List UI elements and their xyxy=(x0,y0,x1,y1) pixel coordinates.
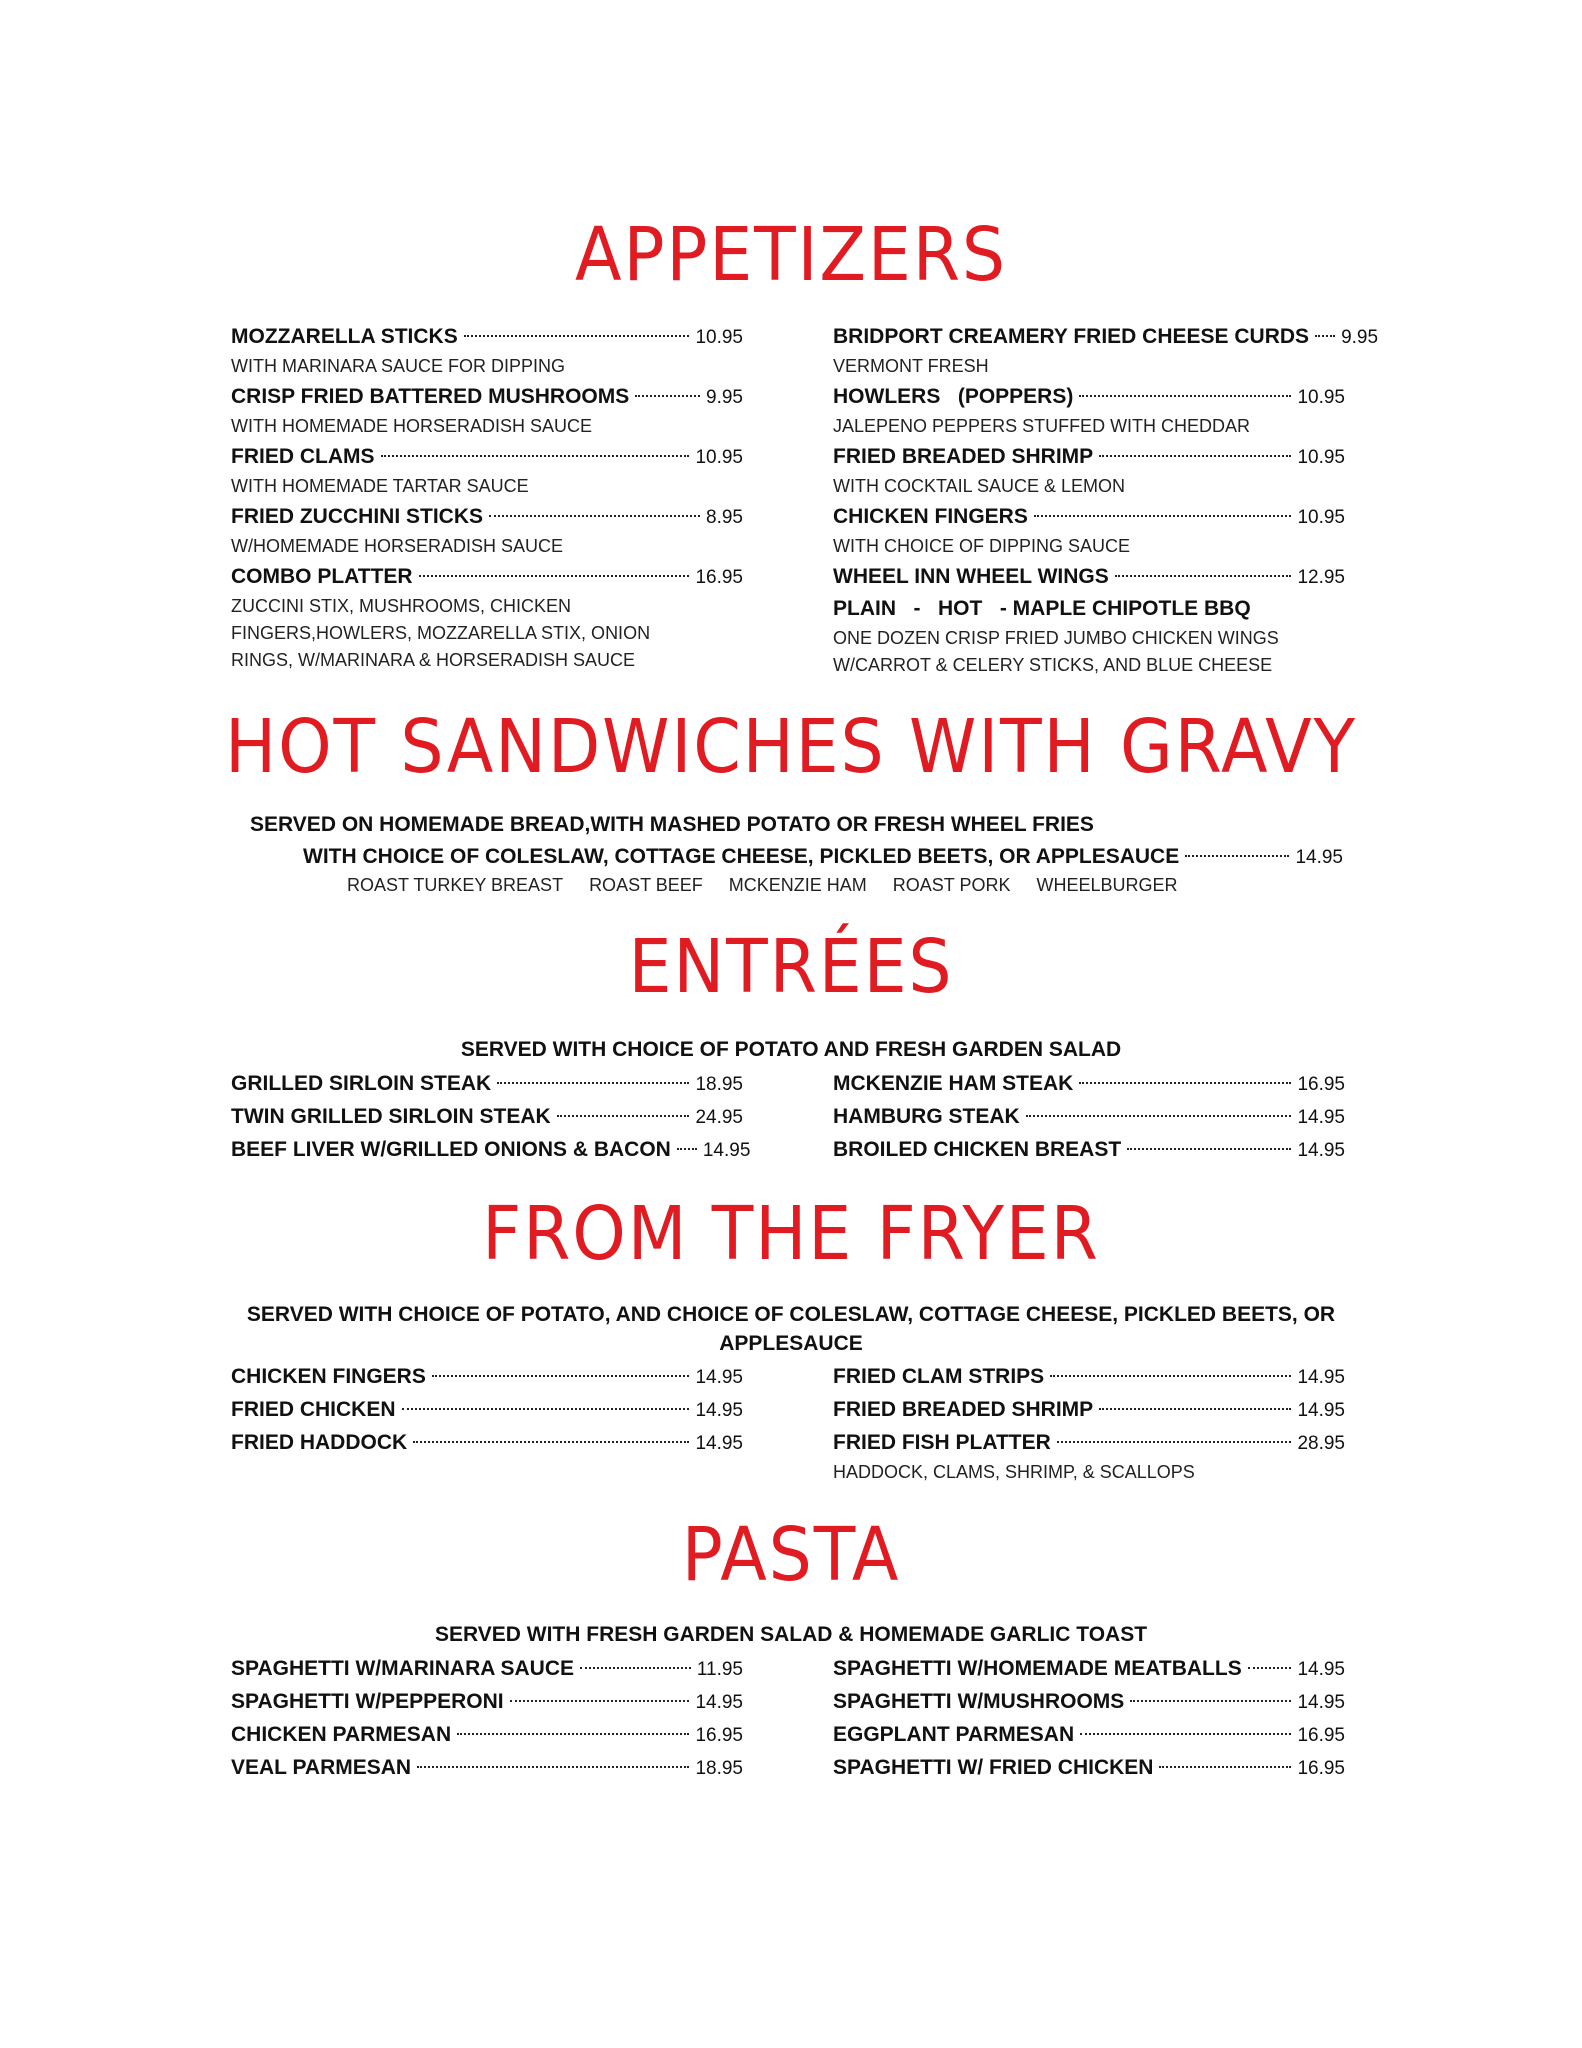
item-description: WITH HOMEMADE HORSERADISH SAUCE xyxy=(231,416,593,436)
item-price: 28.95 xyxy=(1297,1433,1345,1454)
item-description: VERMONT FRESH xyxy=(833,356,989,376)
leader-dots xyxy=(432,1375,690,1377)
hot-sandwich-price-line xyxy=(303,840,1343,873)
leader-dots xyxy=(417,1766,689,1768)
leader-dots xyxy=(557,1115,690,1117)
menu-item xyxy=(231,440,743,500)
menu-item xyxy=(231,1718,743,1751)
hot-sandwiches-title: HOT SANDWICHES WITH GRAVY xyxy=(225,704,1357,790)
item-name: FRIED BREADED SHRIMP xyxy=(833,1398,1094,1421)
menu-item xyxy=(231,320,743,380)
item-price: 14.95 xyxy=(1297,1367,1345,1388)
menu-item xyxy=(231,380,743,440)
menu-item xyxy=(231,560,743,674)
appetizers-left-column xyxy=(231,320,743,674)
item-price: 16.95 xyxy=(695,567,743,588)
leader-dots xyxy=(1080,1733,1291,1735)
item-name: FRIED FISH PLATTER xyxy=(833,1431,1051,1454)
menu-item xyxy=(833,1652,1345,1685)
menu-item xyxy=(833,1751,1345,1784)
item-name: SPAGHETTI W/HOMEMADE MEATBALLS xyxy=(833,1657,1242,1680)
menu-item xyxy=(833,380,1345,440)
leader-dots xyxy=(1057,1441,1292,1443)
leader-dots xyxy=(419,575,690,577)
item-price: 14.95 xyxy=(695,1400,743,1421)
fryer-right-column xyxy=(833,1360,1345,1486)
item-price: 18.95 xyxy=(695,1074,743,1095)
item-name: SPAGHETTI W/ FRIED CHICKEN xyxy=(833,1756,1154,1779)
sandwich-option: ROAST BEEF xyxy=(589,875,703,895)
item-price: 10.95 xyxy=(695,327,743,348)
menu-item xyxy=(833,320,1379,380)
hot-sandwiches-subtitle: SERVED ON HOMEMADE BREAD,WITH MASHED POTATO OR FRESH WHEEL FRIES xyxy=(250,813,1094,836)
item-description: WITH MARINARA SAUCE FOR DIPPING xyxy=(231,356,566,376)
leader-dots xyxy=(1159,1766,1291,1768)
item-name: FRIED CLAM STRIPS xyxy=(833,1365,1045,1388)
menu-item xyxy=(833,1133,1345,1166)
leader-dots xyxy=(464,335,690,337)
item-price: 14.95 xyxy=(1295,847,1343,868)
item-name: TWIN GRILLED SIRLOIN STEAK xyxy=(231,1105,551,1128)
item-name: VEAL PARMESAN xyxy=(231,1756,412,1779)
leader-dots xyxy=(1115,575,1292,577)
item-name: FRIED CLAMS xyxy=(231,445,375,468)
item-name: WITH CHOICE OF COLESLAW, COTTAGE CHEESE, PICKLED BEETS, OR APPLESAUCE xyxy=(303,845,1180,868)
item-name: CHICKEN FINGERS xyxy=(833,505,1028,528)
entrees-left-column xyxy=(231,1067,751,1166)
description-line: ZUCCINI STIX, MUSHROOMS, CHICKEN xyxy=(231,596,572,616)
item-name: FRIED CHICKEN xyxy=(231,1398,396,1421)
leader-dots xyxy=(1130,1700,1291,1702)
entrees-subtitle: SERVED WITH CHOICE OF POTATO AND FRESH GARDEN SALAD xyxy=(460,1038,1122,1061)
menu-item xyxy=(833,1426,1345,1459)
item-price: 14.95 xyxy=(1297,1107,1345,1128)
item-name: FRIED ZUCCHINI STICKS xyxy=(231,505,483,528)
leader-dots xyxy=(489,515,700,517)
leader-dots xyxy=(510,1700,690,1702)
leader-dots xyxy=(402,1408,690,1410)
item-price: 8.95 xyxy=(706,507,743,528)
item-price: 14.95 xyxy=(1297,1400,1345,1421)
sandwich-option: WHEELBURGER xyxy=(1036,875,1178,895)
menu-item xyxy=(231,1685,743,1718)
item-price: 14.95 xyxy=(1297,1659,1345,1680)
leader-dots xyxy=(1248,1667,1292,1669)
entrees-right-column xyxy=(833,1067,1345,1166)
item-price: 24.95 xyxy=(695,1107,743,1128)
menu-item xyxy=(833,1100,1345,1133)
appetizers-right-column xyxy=(833,320,1379,679)
menu-item xyxy=(231,1100,743,1133)
leader-dots xyxy=(1099,1408,1291,1410)
item-price: 18.95 xyxy=(695,1758,743,1779)
leader-dots xyxy=(1079,395,1291,397)
item-price: 10.95 xyxy=(1297,507,1345,528)
sandwich-option: MCKENZIE HAM xyxy=(728,875,867,895)
item-price: 14.95 xyxy=(695,1367,743,1388)
description-line: RINGS, W/MARINARA & HORSERADISH SAUCE xyxy=(231,650,636,670)
item-description: WITH HOMEMADE TARTAR SAUCE xyxy=(231,476,529,496)
item-name: MOZZARELLA STICKS xyxy=(231,325,458,348)
item-description xyxy=(231,593,651,674)
item-description: HADDOCK, CLAMS, SHRIMP, & SCALLOPS xyxy=(833,1462,1195,1482)
menu-item xyxy=(833,500,1345,560)
menu-item xyxy=(833,1718,1345,1751)
fryer-left-column xyxy=(231,1360,743,1459)
item-name: WHEEL INN WHEEL WINGS xyxy=(833,565,1109,588)
item-name: BROILED CHICKEN BREAST xyxy=(833,1138,1122,1161)
item-description: JALEPENO PEPPERS STUFFED WITH CHEDDAR xyxy=(833,416,1251,436)
item-price: 12.95 xyxy=(1297,567,1345,588)
item-name: SPAGHETTI W/MARINARA SAUCE xyxy=(231,1657,574,1680)
leader-dots xyxy=(677,1148,697,1150)
leader-dots xyxy=(580,1667,691,1669)
item-name: CRISP FRIED BATTERED MUSHROOMS xyxy=(231,385,630,408)
leader-dots xyxy=(1185,855,1289,857)
menu-item xyxy=(833,1067,1345,1100)
menu-item xyxy=(231,1751,743,1784)
item-price: 16.95 xyxy=(1297,1758,1345,1779)
item-price: 14.95 xyxy=(1297,1140,1345,1161)
leader-dots xyxy=(1079,1082,1291,1084)
menu-item xyxy=(231,1360,743,1393)
menu-item xyxy=(231,1652,743,1685)
pasta-right-column xyxy=(833,1652,1345,1784)
menu-item xyxy=(231,1067,743,1100)
item-name: BEEF LIVER W/GRILLED ONIONS & BACON xyxy=(231,1138,671,1161)
pasta-title: PASTA xyxy=(681,1512,901,1598)
item-price: 10.95 xyxy=(1297,387,1345,408)
fryer-subtitle-line: APPLESAUCE xyxy=(719,1332,863,1355)
menu-item xyxy=(231,500,743,560)
item-price: 14.95 xyxy=(1297,1692,1345,1713)
item-price: 16.95 xyxy=(1297,1074,1345,1095)
fryer-subtitle-line: SERVED WITH CHOICE OF POTATO, AND CHOICE OF COLESLAW, COTTAGE CHEESE, PICKLED BEETS, OR xyxy=(246,1303,1336,1326)
menu-item xyxy=(833,560,1345,679)
item-name: MCKENZIE HAM STEAK xyxy=(833,1072,1074,1095)
item-price: 16.95 xyxy=(1297,1725,1345,1746)
pasta-left-column xyxy=(231,1652,743,1784)
item-name: FRIED HADDOCK xyxy=(231,1431,408,1454)
leader-dots xyxy=(457,1733,689,1735)
item-description: W/HOMEMADE HORSERADISH SAUCE xyxy=(231,536,564,556)
menu-item xyxy=(833,440,1345,500)
leader-dots xyxy=(635,395,700,397)
sandwich-option: ROAST PORK xyxy=(892,875,1011,895)
wings-flavors: PLAIN - HOT - MAPLE CHIPOTLE BBQ xyxy=(833,597,1251,620)
menu-item xyxy=(231,1133,751,1166)
leader-dots xyxy=(381,455,690,457)
appetizers-title: APPETIZERS xyxy=(575,212,1007,298)
hot-sandwich-options xyxy=(347,872,1178,899)
leader-dots xyxy=(413,1441,689,1443)
leader-dots xyxy=(1026,1115,1292,1117)
item-name: EGGPLANT PARMESAN xyxy=(833,1723,1075,1746)
leader-dots xyxy=(1127,1148,1291,1150)
menu-item xyxy=(231,1426,743,1459)
item-price: 14.95 xyxy=(695,1692,743,1713)
menu-item xyxy=(833,1393,1345,1426)
fryer-subtitle xyxy=(0,1300,1582,1358)
description-line: FINGERS,HOWLERS, MOZZARELLA STIX, ONION xyxy=(231,623,651,643)
item-description: WITH CHOICE OF DIPPING SAUCE xyxy=(833,536,1131,556)
leader-dots xyxy=(1315,335,1335,337)
description-line: ONE DOZEN CRISP FRIED JUMBO CHICKEN WINGS xyxy=(833,628,1279,648)
item-price: 9.95 xyxy=(1341,327,1379,348)
leader-dots xyxy=(497,1082,689,1084)
leader-dots xyxy=(1050,1375,1291,1377)
item-name: BRIDPORT CREAMERY FRIED CHEESE CURDS xyxy=(833,325,1310,348)
sandwich-option: ROAST TURKEY BREAST xyxy=(347,875,564,895)
fryer-title: FROM THE FRYER xyxy=(482,1191,1100,1277)
menu-item xyxy=(833,1685,1345,1718)
item-name: HAMBURG STEAK xyxy=(833,1105,1020,1128)
leader-dots xyxy=(1034,515,1292,517)
item-price: 11.95 xyxy=(696,1659,743,1680)
item-description xyxy=(833,625,1279,679)
item-name: SPAGHETTI W/PEPPERONI xyxy=(231,1690,504,1713)
item-name: CHICKEN PARMESAN xyxy=(231,1723,452,1746)
item-name: COMBO PLATTER xyxy=(231,565,413,588)
item-price: 14.95 xyxy=(695,1433,743,1454)
item-price: 16.95 xyxy=(695,1725,743,1746)
item-name: HOWLERS (POPPERS) xyxy=(833,385,1074,408)
item-price: 14.95 xyxy=(702,1140,751,1161)
menu-item xyxy=(231,1393,743,1426)
pasta-subtitle: SERVED WITH FRESH GARDEN SALAD & HOMEMADE GARLIC TOAST xyxy=(434,1623,1148,1646)
item-price: 9.95 xyxy=(706,387,743,408)
item-description: WITH COCKTAIL SAUCE & LEMON xyxy=(833,476,1126,496)
menu-item xyxy=(833,1360,1345,1393)
item-name: SPAGHETTI W/MUSHROOMS xyxy=(833,1690,1125,1713)
leader-dots xyxy=(1099,455,1291,457)
entrees-title: ENTRÉES xyxy=(628,924,954,1010)
item-name: FRIED BREADED SHRIMP xyxy=(833,445,1094,468)
item-price: 10.95 xyxy=(1297,447,1345,468)
description-line: W/CARROT & CELERY STICKS, AND BLUE CHEESE xyxy=(833,655,1273,675)
item-price: 10.95 xyxy=(695,447,743,468)
item-name: GRILLED SIRLOIN STEAK xyxy=(231,1072,492,1095)
item-name: CHICKEN FINGERS xyxy=(231,1365,426,1388)
